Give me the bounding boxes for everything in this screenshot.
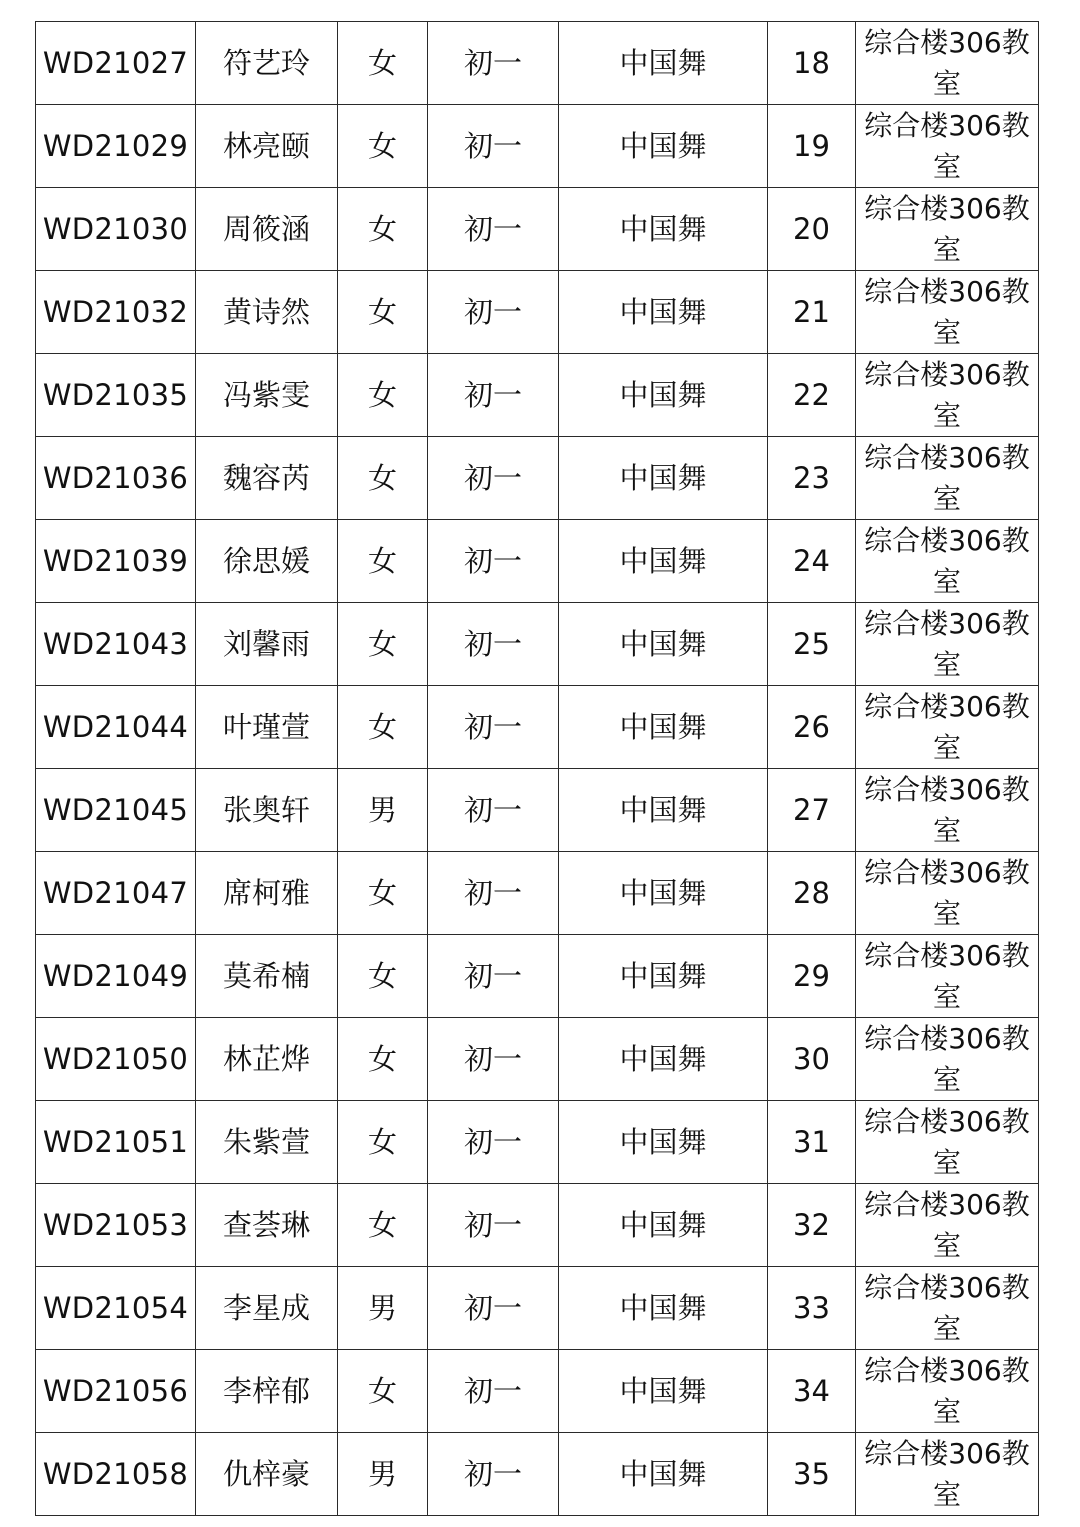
exam-room-cell: 综合楼306教室 bbox=[856, 437, 1039, 520]
seat-number-cell: 32 bbox=[768, 1184, 856, 1267]
gender-cell: 女 bbox=[338, 105, 428, 188]
seat-number-cell: 30 bbox=[768, 1018, 856, 1101]
major-cell: 中国舞 bbox=[559, 271, 768, 354]
student-name-cell: 朱紫萱 bbox=[196, 1101, 338, 1184]
grade-cell: 初一 bbox=[428, 1184, 559, 1267]
seat-number-cell: 34 bbox=[768, 1350, 856, 1433]
seat-number-cell: 22 bbox=[768, 354, 856, 437]
student-id-cell: WD21036 bbox=[36, 437, 196, 520]
table-row bbox=[36, 1267, 1039, 1350]
exam-room-cell: 综合楼306教室 bbox=[856, 1267, 1039, 1350]
exam-room-cell: 综合楼306教室 bbox=[856, 686, 1039, 769]
seat-number-cell: 25 bbox=[768, 603, 856, 686]
table-row bbox=[36, 437, 1039, 520]
student-name-cell: 查荟琳 bbox=[196, 1184, 338, 1267]
gender-cell: 女 bbox=[338, 271, 428, 354]
seat-number-cell: 26 bbox=[768, 686, 856, 769]
exam-room-cell: 综合楼306教室 bbox=[856, 852, 1039, 935]
gender-cell: 女 bbox=[338, 852, 428, 935]
table-row bbox=[36, 188, 1039, 271]
student-name-cell: 刘馨雨 bbox=[196, 603, 338, 686]
seat-number-cell: 31 bbox=[768, 1101, 856, 1184]
exam-room-cell: 综合楼306教室 bbox=[856, 22, 1039, 105]
gender-cell: 女 bbox=[338, 1101, 428, 1184]
gender-cell: 女 bbox=[338, 935, 428, 1018]
table-row bbox=[36, 852, 1039, 935]
grade-cell: 初一 bbox=[428, 188, 559, 271]
major-cell: 中国舞 bbox=[559, 354, 768, 437]
seat-number-cell: 23 bbox=[768, 437, 856, 520]
table-row bbox=[36, 935, 1039, 1018]
major-cell: 中国舞 bbox=[559, 1018, 768, 1101]
major-cell: 中国舞 bbox=[559, 105, 768, 188]
major-cell: 中国舞 bbox=[559, 1350, 768, 1433]
student-name-cell: 魏容芮 bbox=[196, 437, 338, 520]
gender-cell: 女 bbox=[338, 1018, 428, 1101]
student-name-cell: 李梓郁 bbox=[196, 1350, 338, 1433]
student-id-cell: WD21050 bbox=[36, 1018, 196, 1101]
student-name-cell: 席柯雅 bbox=[196, 852, 338, 935]
major-cell: 中国舞 bbox=[559, 852, 768, 935]
student-id-cell: WD21029 bbox=[36, 105, 196, 188]
exam-room-cell: 综合楼306教室 bbox=[856, 188, 1039, 271]
exam-room-cell: 综合楼306教室 bbox=[856, 271, 1039, 354]
major-cell: 中国舞 bbox=[559, 22, 768, 105]
gender-cell: 男 bbox=[338, 1267, 428, 1350]
major-cell: 中国舞 bbox=[559, 1184, 768, 1267]
gender-cell: 女 bbox=[338, 686, 428, 769]
exam-room-cell: 综合楼306教室 bbox=[856, 1101, 1039, 1184]
student-name-cell: 莫希楠 bbox=[196, 935, 338, 1018]
table-row bbox=[36, 769, 1039, 852]
student-id-cell: WD21054 bbox=[36, 1267, 196, 1350]
seat-number-cell: 33 bbox=[768, 1267, 856, 1350]
exam-room-cell: 综合楼306教室 bbox=[856, 603, 1039, 686]
student-name-cell: 仇梓豪 bbox=[196, 1433, 338, 1516]
student-id-cell: WD21045 bbox=[36, 769, 196, 852]
student-id-cell: WD21043 bbox=[36, 603, 196, 686]
student-name-cell: 冯紫雯 bbox=[196, 354, 338, 437]
exam-room-cell: 综合楼306教室 bbox=[856, 520, 1039, 603]
table-row bbox=[36, 520, 1039, 603]
grade-cell: 初一 bbox=[428, 769, 559, 852]
major-cell: 中国舞 bbox=[559, 520, 768, 603]
gender-cell: 女 bbox=[338, 22, 428, 105]
student-id-cell: WD21049 bbox=[36, 935, 196, 1018]
student-id-cell: WD21056 bbox=[36, 1350, 196, 1433]
seat-number-cell: 27 bbox=[768, 769, 856, 852]
student-name-cell: 叶瑾萱 bbox=[196, 686, 338, 769]
seat-number-cell: 20 bbox=[768, 188, 856, 271]
grade-cell: 初一 bbox=[428, 1433, 559, 1516]
grade-cell: 初一 bbox=[428, 354, 559, 437]
grade-cell: 初一 bbox=[428, 852, 559, 935]
seat-number-cell: 24 bbox=[768, 520, 856, 603]
roster-body bbox=[36, 22, 1039, 1516]
seat-number-cell: 21 bbox=[768, 271, 856, 354]
student-id-cell: WD21035 bbox=[36, 354, 196, 437]
gender-cell: 女 bbox=[338, 188, 428, 271]
gender-cell: 女 bbox=[338, 1350, 428, 1433]
major-cell: 中国舞 bbox=[559, 188, 768, 271]
seat-number-cell: 19 bbox=[768, 105, 856, 188]
grade-cell: 初一 bbox=[428, 22, 559, 105]
gender-cell: 女 bbox=[338, 437, 428, 520]
table-row bbox=[36, 1101, 1039, 1184]
student-name-cell: 林亮颐 bbox=[196, 105, 338, 188]
gender-cell: 女 bbox=[338, 520, 428, 603]
student-id-cell: WD21030 bbox=[36, 188, 196, 271]
seat-number-cell: 18 bbox=[768, 22, 856, 105]
document-sheet bbox=[35, 21, 1038, 1516]
student-id-cell: WD21053 bbox=[36, 1184, 196, 1267]
grade-cell: 初一 bbox=[428, 1350, 559, 1433]
grade-cell: 初一 bbox=[428, 1018, 559, 1101]
exam-room-cell: 综合楼306教室 bbox=[856, 105, 1039, 188]
student-id-cell: WD21044 bbox=[36, 686, 196, 769]
grade-cell: 初一 bbox=[428, 105, 559, 188]
exam-room-cell: 综合楼306教室 bbox=[856, 1018, 1039, 1101]
exam-room-cell: 综合楼306教室 bbox=[856, 1433, 1039, 1516]
student-name-cell: 黄诗然 bbox=[196, 271, 338, 354]
student-id-cell: WD21047 bbox=[36, 852, 196, 935]
student-id-cell: WD21032 bbox=[36, 271, 196, 354]
major-cell: 中国舞 bbox=[559, 1267, 768, 1350]
table-row bbox=[36, 1433, 1039, 1516]
major-cell: 中国舞 bbox=[559, 437, 768, 520]
exam-room-cell: 综合楼306教室 bbox=[856, 1184, 1039, 1267]
student-name-cell: 符艺玲 bbox=[196, 22, 338, 105]
student-id-cell: WD21027 bbox=[36, 22, 196, 105]
grade-cell: 初一 bbox=[428, 1267, 559, 1350]
major-cell: 中国舞 bbox=[559, 686, 768, 769]
gender-cell: 女 bbox=[338, 354, 428, 437]
major-cell: 中国舞 bbox=[559, 1101, 768, 1184]
table-row bbox=[36, 105, 1039, 188]
exam-room-cell: 综合楼306教室 bbox=[856, 1350, 1039, 1433]
seat-number-cell: 35 bbox=[768, 1433, 856, 1516]
student-name-cell: 徐思媛 bbox=[196, 520, 338, 603]
table-row bbox=[36, 1018, 1039, 1101]
major-cell: 中国舞 bbox=[559, 769, 768, 852]
exam-room-cell: 综合楼306教室 bbox=[856, 935, 1039, 1018]
gender-cell: 男 bbox=[338, 769, 428, 852]
grade-cell: 初一 bbox=[428, 686, 559, 769]
seat-number-cell: 28 bbox=[768, 852, 856, 935]
grade-cell: 初一 bbox=[428, 437, 559, 520]
table-row bbox=[36, 1350, 1039, 1433]
gender-cell: 女 bbox=[338, 1184, 428, 1267]
student-id-cell: WD21051 bbox=[36, 1101, 196, 1184]
grade-cell: 初一 bbox=[428, 271, 559, 354]
gender-cell: 男 bbox=[338, 1433, 428, 1516]
table-row bbox=[36, 686, 1039, 769]
grade-cell: 初一 bbox=[428, 520, 559, 603]
exam-room-cell: 综合楼306教室 bbox=[856, 769, 1039, 852]
student-name-cell: 周筱涵 bbox=[196, 188, 338, 271]
student-id-cell: WD21039 bbox=[36, 520, 196, 603]
grade-cell: 初一 bbox=[428, 935, 559, 1018]
grade-cell: 初一 bbox=[428, 603, 559, 686]
table-row bbox=[36, 354, 1039, 437]
table-row bbox=[36, 603, 1039, 686]
student-name-cell: 李星成 bbox=[196, 1267, 338, 1350]
seat-number-cell: 29 bbox=[768, 935, 856, 1018]
student-name-cell: 张奥轩 bbox=[196, 769, 338, 852]
student-name-cell: 林芷烨 bbox=[196, 1018, 338, 1101]
table-row bbox=[36, 22, 1039, 105]
table-row bbox=[36, 1184, 1039, 1267]
student-id-cell: WD21058 bbox=[36, 1433, 196, 1516]
grade-cell: 初一 bbox=[428, 1101, 559, 1184]
student-roster-table bbox=[35, 21, 1039, 1516]
exam-room-cell: 综合楼306教室 bbox=[856, 354, 1039, 437]
major-cell: 中国舞 bbox=[559, 935, 768, 1018]
major-cell: 中国舞 bbox=[559, 1433, 768, 1516]
table-row bbox=[36, 271, 1039, 354]
gender-cell: 女 bbox=[338, 603, 428, 686]
major-cell: 中国舞 bbox=[559, 603, 768, 686]
